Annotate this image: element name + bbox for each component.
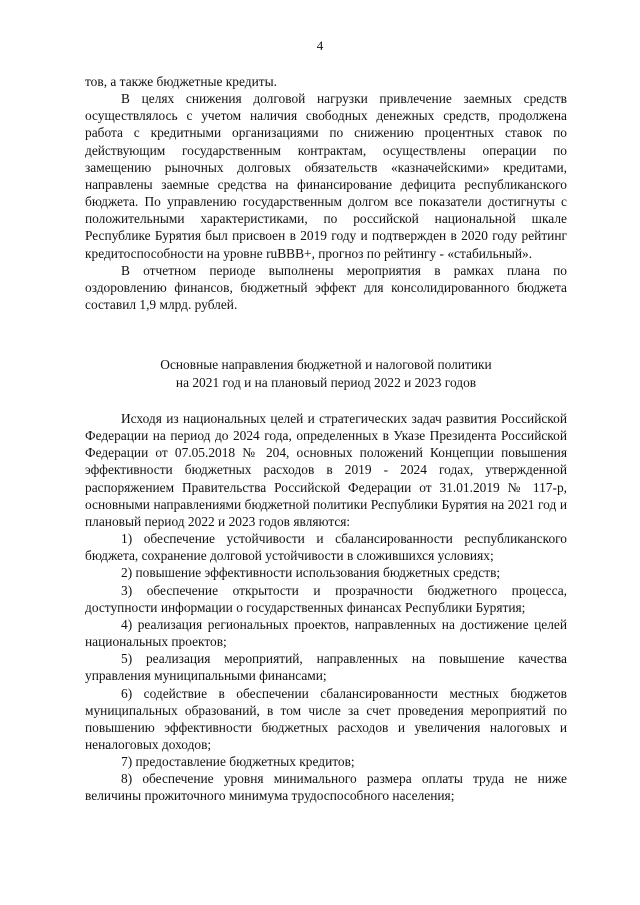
- paragraph-debt-policy: В целях снижения долговой нагрузки привлечение заемных средств осуществлялось с учетом наличия свободных денежных средств, продолжена работа с кредитными организациями по снижению процентных ставок по действующим государственным контрактам, осуществлены операции по замещению рыночных долговых обязательств «казначейскими» кредитами, направлены заемные средства на финансирование дефицита республиканского бюджета. По управлению государственным долгом все показатели достигнуты с положительными характеристиками, по российской национальной шкале Республике Бурятия был присвоен в 2019 году и подтвержден в 2020 году рейтинг кредитоспособности на уровне ruBBB+, прогноз по рейтингу - «стабильный».: [85, 91, 567, 261]
- list-item: 4) реализация региональных проектов, направленных на достижение целей национальных проектов;: [85, 616, 567, 650]
- list-item: 1) обеспечение устойчивости и сбалансированности республиканского бюджета, сохранение долговой устойчивости в сложившихся условиях;: [85, 531, 567, 564]
- section-heading-line-2: на 2021 год и на плановый период 2022 и 2023 годов: [175, 375, 477, 390]
- section-heading: [85, 356, 567, 392]
- list-item: 8) обеспечение уровня минимального размера оплаты труда не ниже величины прожиточного минимума трудоспособного населения;: [85, 771, 567, 804]
- body-text-top: [85, 73, 567, 313]
- paragraph-continuation: тов, а также бюджетные кредиты.: [85, 74, 277, 89]
- paragraph-intro: Исходя из национальных целей и стратегических задач развития Российской Федерации на период до 2024 года, определенных в Указе Президента Российской Федерации от 07.05.2018 № 204, основных положений Концепции повышения эффективности бюджетных расходов в 2019 - 2024 годах, утвержденной распоряжением Правительства Российской Федерации от 31.01.2019 № 117-р, основными направлениями бюджетной политики Республики Бурятия на 2021 год и плановый период 2022 и 2023 годов являются:: [85, 411, 567, 529]
- list-item: 6) содействие в обеспечении сбалансированности местных бюджетов муниципальных образований, в том числе за счет проведения мероприятий по повышению эффективности бюджетных расходов и увеличения налоговых и неналоговых доходов;: [85, 685, 567, 752]
- list-item: 5) реализация мероприятий, направленных на повышение качества управления муниципальными финансами;: [85, 651, 567, 684]
- list-item: 7) предоставление бюджетных кредитов;: [121, 754, 355, 770]
- page-number: 4: [316, 38, 324, 53]
- paragraph-reporting-period: В отчетном периоде выполнены мероприятия в рамках плана по оздоровлению финансов, бюджетный эффект для консолидированного бюджета составил 1,9 млрд. рублей.: [85, 262, 567, 313]
- section-heading-line-1: Основные направления бюджетной и налоговой политики: [160, 357, 492, 372]
- list-item: 2) повышение эффективности использования бюджетных средств;: [121, 565, 501, 581]
- body-text-bottom: [85, 410, 567, 805]
- list-item: 3) обеспечение открытости и прозрачности бюджетного процесса, доступности информации о государственных финансах Республики Бурятия;: [85, 582, 567, 615]
